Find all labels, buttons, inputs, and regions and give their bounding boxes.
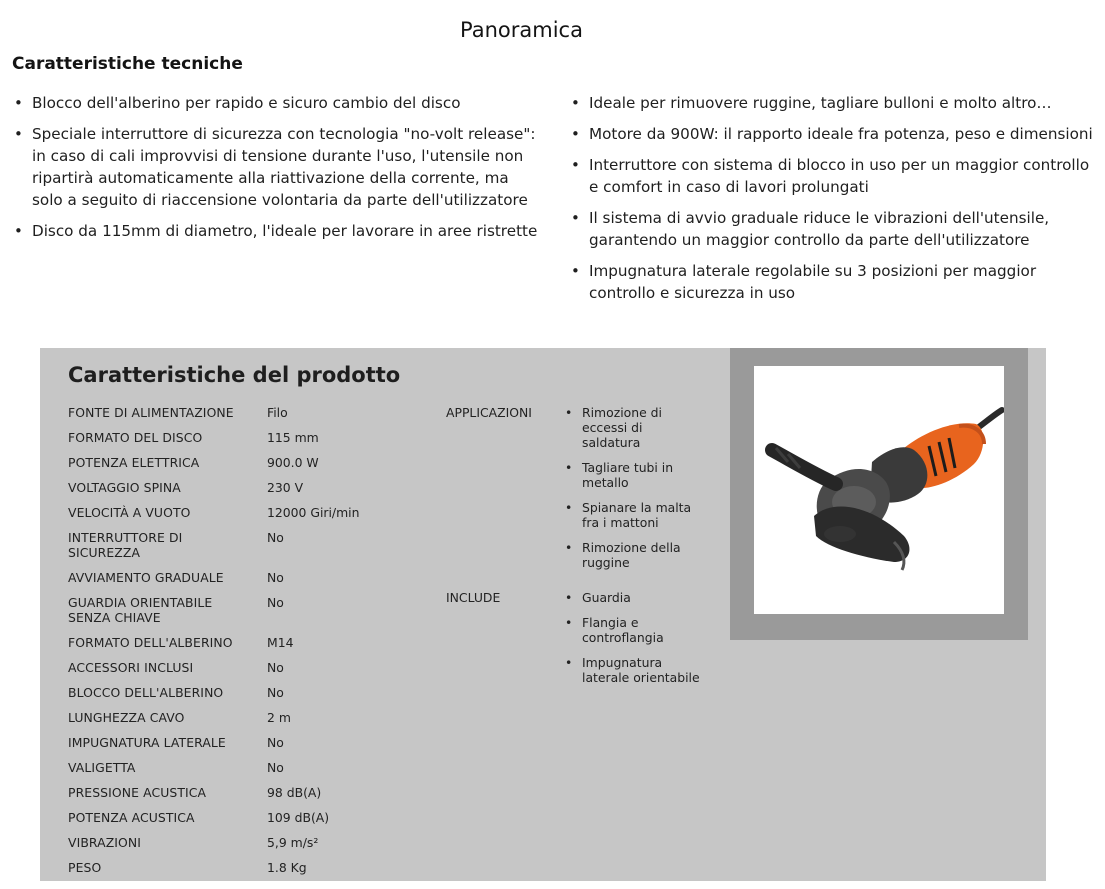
bullet-icon: • — [565, 615, 573, 630]
bullet-icon: • — [565, 590, 573, 605]
bullet-icon: • — [14, 94, 23, 112]
spec-key: PRESSIONE ACUSTICA — [68, 785, 207, 800]
feature-item: • Ideale per rimuovere ruggine, tagliare bulloni e molto altro… — [571, 94, 1052, 112]
spec-value: No — [267, 570, 284, 585]
feature-item: • Speciale interruttore di sicurezza con tecnologia "no-volt release": in caso di cali improvvisi di tensione durante l'uso, l'utensile non ripartirà automaticamente alla riattivazione della corrente, ma solo a seguito di riaccensione volontaria da parte dell'utilizzatore — [14, 125, 536, 209]
spec-key: POTENZA ACUSTICA — [68, 810, 195, 825]
application-item: • Spianare la malta fra i mattoni — [565, 500, 692, 530]
spec-key: BLOCCO DELL'ALBERINO — [68, 685, 224, 700]
spec-key: GUARDIA ORIENTABILE SENZA CHIAVE — [68, 595, 213, 625]
bullet-icon: • — [571, 94, 580, 112]
angle-grinder-photo-icon — [754, 366, 1004, 614]
spec-value: 109 dB(A) — [267, 810, 330, 825]
feature-item: • Motore da 900W: il rapporto ideale fra potenza, peso e dimensioni — [571, 125, 1093, 143]
include-item: • Guardia — [565, 590, 631, 605]
bullet-icon: • — [571, 125, 580, 143]
spec-key: PESO — [68, 860, 102, 875]
overview-title: Panoramica — [460, 18, 583, 42]
feature-item: • Blocco dell'alberino per rapido e sicuro cambio del disco — [14, 94, 461, 112]
bullet-icon: • — [571, 209, 580, 227]
spec-value: 5,9 m/s² — [267, 835, 319, 850]
bullet-icon: • — [571, 262, 580, 280]
feature-item: • Il sistema di avvio graduale riduce le vibrazioni dell'utensile, garantendo un maggior controllo da parte dell'utilizzatore — [571, 209, 1050, 249]
spec-value: No — [267, 760, 284, 775]
spec-value: 2 m — [267, 710, 291, 725]
spec-key: IMPUGNATURA LATERALE — [68, 735, 226, 750]
product-image — [754, 366, 1004, 614]
spec-key: FORMATO DELL'ALBERINO — [68, 635, 233, 650]
bullet-icon: • — [565, 460, 573, 475]
spec-value: No — [267, 735, 284, 750]
spec-key: ACCESSORI INCLUSI — [68, 660, 194, 675]
bullet-icon: • — [565, 500, 573, 515]
spec-key: VOLTAGGIO SPINA — [68, 480, 181, 495]
spec-key: FONTE DI ALIMENTAZIONE — [68, 405, 234, 420]
spec-value: No — [267, 595, 284, 610]
spec-key: VELOCITÀ A VUOTO — [68, 505, 191, 520]
spec-key: LUNGHEZZA CAVO — [68, 710, 185, 725]
spec-value: 12000 Giri/min — [267, 505, 360, 520]
product-specs-panel — [40, 348, 1046, 881]
applications-list — [564, 405, 704, 580]
feature-item: • Disco da 115mm di diametro, l'ideale per lavorare in aree ristrette — [14, 222, 538, 240]
spec-key: POTENZA ELETTRICA — [68, 455, 200, 470]
spec-value: No — [267, 685, 284, 700]
spec-value: Filo — [267, 405, 288, 420]
bullet-icon: • — [565, 405, 573, 420]
applications-label: APPLICAZIONI — [446, 405, 532, 420]
spec-value: No — [267, 530, 284, 545]
includes-list — [564, 590, 704, 695]
features-list-right — [569, 92, 1097, 313]
spec-key: INTERRUTTORE DI SICUREZZA — [68, 530, 183, 560]
spec-value: No — [267, 660, 284, 675]
feature-item: • Impugnatura laterale regolabile su 3 posizioni per maggior controllo e sicurezza in uso — [571, 262, 1037, 302]
product-heading: Caratteristiche del prodotto — [68, 363, 401, 387]
product-image-frame — [730, 348, 1028, 640]
spec-value: 230 V — [267, 480, 304, 495]
feature-item: • Interruttore con sistema di blocco in uso per un maggior controllo e comfort in caso di lavori prolungati — [571, 156, 1090, 196]
include-item: • Impugnatura laterale orientabile — [565, 655, 700, 685]
spec-value: 115 mm — [267, 430, 319, 445]
spec-value: 98 dB(A) — [267, 785, 322, 800]
includes-label: INCLUDE — [446, 590, 501, 605]
spec-key: VIBRAZIONI — [68, 835, 142, 850]
spec-key: VALIGETTA — [68, 760, 136, 775]
spec-key: FORMATO DEL DISCO — [68, 430, 203, 445]
spec-value: 900.0 W — [267, 455, 319, 470]
application-item: • Rimozione di eccessi di saldatura — [565, 405, 662, 450]
bullet-icon: • — [14, 222, 23, 240]
spec-key: AVVIAMENTO GRADUALE — [68, 570, 224, 585]
tech-features-heading: Caratteristiche tecniche — [12, 54, 243, 74]
bullet-icon: • — [565, 540, 573, 555]
spec-value: M14 — [267, 635, 294, 650]
bullet-icon: • — [565, 655, 573, 670]
application-item: • Tagliare tubi in metallo — [565, 460, 674, 490]
features-list-left — [12, 92, 540, 251]
bullet-icon: • — [571, 156, 580, 174]
bullet-icon: • — [14, 125, 23, 143]
spec-value: 1.8 Kg — [267, 860, 307, 875]
application-item: • Rimozione della ruggine — [565, 540, 681, 570]
include-item: • Flangia e controflangia — [565, 615, 664, 645]
